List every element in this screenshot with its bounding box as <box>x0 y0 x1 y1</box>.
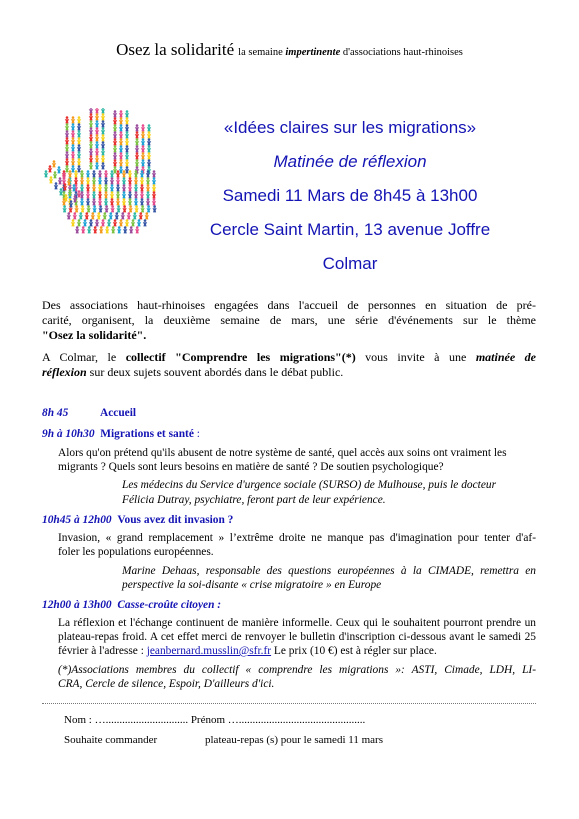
intro-inv-post: sur deux sujets souvent abordés dans le débat public. <box>86 365 344 379</box>
hand-person-mark <box>91 212 95 219</box>
hand-person-mark <box>135 131 139 138</box>
intro-invitation <box>42 350 536 365</box>
hand-person-mark <box>80 177 84 184</box>
hand-person-mark <box>122 184 126 191</box>
hand-person-mark <box>141 145 145 152</box>
hand-person-mark <box>123 226 127 233</box>
hand-person-mark <box>65 144 69 151</box>
hand-person-mark <box>113 152 117 159</box>
slot-2-title: Migrations et santé <box>100 428 194 440</box>
hand-person-mark <box>134 191 138 198</box>
hand-person-mark <box>65 151 69 158</box>
hand-person-mark <box>65 158 69 165</box>
hand-person-mark <box>101 120 105 127</box>
hand-person-mark <box>80 170 84 177</box>
hand-person-mark <box>119 159 123 166</box>
hand-person-mark <box>49 176 53 183</box>
hand-person-mark <box>104 184 108 191</box>
hand-person-mark <box>104 191 108 198</box>
hand-person-mark <box>135 152 139 159</box>
hand-person-mark <box>135 138 139 145</box>
hand-person-mark <box>92 198 96 205</box>
hand-person-mark <box>85 212 89 219</box>
hand-person-mark <box>113 159 117 166</box>
hand-person-mark <box>147 145 151 152</box>
hand-person-mark <box>65 123 69 130</box>
hand-person-mark <box>119 110 123 117</box>
hand-person-mark <box>89 113 93 120</box>
hand-person-mark <box>127 212 131 219</box>
slot-3-time: 10h45 à 12h00 <box>42 514 112 526</box>
hand-person-mark <box>93 226 97 233</box>
hand-person-mark <box>119 152 123 159</box>
hand-person-mark <box>80 198 84 205</box>
hand-person-mark <box>86 184 90 191</box>
tagline-pre: la semaine <box>238 47 286 58</box>
hand-person-mark <box>119 124 123 131</box>
hand-person-mark <box>95 113 99 120</box>
hand-person-mark <box>128 184 132 191</box>
hand-person-mark <box>89 162 93 169</box>
hand-person-mark <box>119 138 123 145</box>
hand-person-mark <box>77 144 81 151</box>
hand-person-mark <box>125 138 129 145</box>
hand-person-mark <box>143 219 147 226</box>
hand-person-mark <box>131 219 135 226</box>
hand-person-mark <box>105 226 109 233</box>
form-order-text: plateau-repas (s) pour le samedi 11 mars <box>205 734 383 746</box>
hand-person-mark <box>110 184 114 191</box>
hand-person-mark <box>54 182 58 189</box>
hand-person-mark <box>119 166 123 173</box>
hand-person-mark <box>116 198 120 205</box>
hand-person-mark <box>71 137 75 144</box>
hand-person-mark <box>125 166 129 173</box>
hand-person-mark <box>110 205 114 212</box>
hand-person-mark <box>134 177 138 184</box>
header-city: Colmar <box>322 254 378 273</box>
hand-person-mark <box>125 117 129 124</box>
hand-person-mark <box>110 198 114 205</box>
hand-person-mark <box>141 152 145 159</box>
intro-inv-emphasis: matinée de <box>475 350 536 364</box>
hand-person-mark <box>74 177 78 184</box>
hand-person-mark <box>101 113 105 120</box>
hand-person-mark <box>101 148 105 155</box>
hand-person-mark <box>95 134 99 141</box>
hand-person-mark <box>116 184 120 191</box>
hand-person-mark <box>147 131 151 138</box>
hand-person-mark <box>95 148 99 155</box>
hand-person-mark <box>65 137 69 144</box>
hand-person-mark <box>113 117 117 124</box>
hand-person-mark <box>125 131 129 138</box>
hand-person-mark <box>101 108 105 113</box>
hand-person-mark <box>101 141 105 148</box>
hand-person-mark <box>107 219 111 226</box>
slot-4-text-1: La réflexion et l'échange continuent de manière informelle. Ceux qui le souhaitent pourront prendre un <box>58 617 536 629</box>
hand-person-mark <box>128 198 132 205</box>
hand-person-mark <box>134 205 138 212</box>
hand-person-mark <box>95 108 99 113</box>
hand-person-mark <box>71 116 75 123</box>
slot-1-title: Accueil <box>100 407 137 419</box>
intro-theme: "Osez la solidarité". <box>42 328 147 342</box>
hand-person-mark <box>110 177 114 184</box>
hand-person-mark <box>101 155 105 162</box>
hand-person-mark <box>52 160 56 167</box>
hand-person-mark <box>152 170 156 177</box>
nom-field[interactable]: ….............................. <box>94 714 189 726</box>
hand-person-mark <box>92 205 96 212</box>
hand-person-mark <box>101 219 105 226</box>
hand-person-mark <box>125 110 129 117</box>
hand-person-mark <box>113 166 117 173</box>
hand-person-mark <box>117 226 121 233</box>
hand-person-mark <box>81 226 85 233</box>
header-subtitle: Matinée de réflexion <box>273 152 427 171</box>
hand-person-mark <box>98 177 102 184</box>
hand-person-mark <box>134 198 138 205</box>
hand-person-mark <box>128 177 132 184</box>
hand-person-mark <box>79 212 83 219</box>
slot-2-colon: : <box>193 428 200 440</box>
hand-person-mark <box>135 226 139 233</box>
footnote-line-1: (*)Associations membres du collectif « comprendre les migrations »: ASTI, Cimade, LDH, LI- <box>58 664 536 676</box>
hand-person-mark <box>71 123 75 130</box>
slot-3-heading <box>42 513 233 528</box>
hand-person-mark <box>92 191 96 198</box>
hand-person-mark <box>122 205 126 212</box>
hand-person-mark <box>125 152 129 159</box>
hand-person-mark <box>97 212 101 219</box>
hand-person-mark <box>110 170 114 177</box>
hand-person-mark <box>129 226 133 233</box>
hand-person-mark <box>115 212 119 219</box>
hand-person-mark <box>87 226 91 233</box>
hand-person-mark <box>89 219 93 226</box>
hand-person-mark <box>146 198 150 205</box>
hand-person-mark <box>67 212 71 219</box>
hand-person-mark <box>98 184 102 191</box>
hand-person-mark <box>57 166 61 173</box>
hand-person-mark <box>140 205 144 212</box>
hand-person-mark <box>111 226 115 233</box>
hand-person-mark <box>147 124 151 131</box>
tagline-post: d'associations haut-rhinoises <box>340 47 463 58</box>
hand-person-mark <box>83 219 87 226</box>
slot-2-text-1: Alors qu'on prétend qu'ils abusent de notre système de santé, quel accès aux soins ont vraiment les <box>58 447 507 459</box>
hand-person-mark <box>74 205 78 212</box>
hand-person-mark <box>101 162 105 169</box>
hand-person-mark <box>77 116 81 123</box>
hand-person-mark <box>58 177 62 184</box>
slot-2-text-2: migrants ? Quels sont leurs besoins en matière de santé ? De soutien psychologique? <box>58 461 444 473</box>
slot-4-text-3 <box>58 644 437 659</box>
hand-person-mark <box>92 184 96 191</box>
hand-person-mark <box>146 205 150 212</box>
header-date: Samedi 11 Mars de 8h45 à 13h00 <box>222 186 478 205</box>
hand-person-mark <box>141 131 145 138</box>
hand-person-mark <box>86 191 90 198</box>
footnote-line-2: CRA, Cercle de silence, Espoir, D'ailleurs d'ici. <box>58 678 275 690</box>
hand-person-mark <box>140 191 144 198</box>
hand-of-people-icon <box>40 108 180 238</box>
hand-person-mark <box>89 155 93 162</box>
form-order-label: Souhaite commander <box>64 734 158 746</box>
hand-person-mark <box>122 198 126 205</box>
hand-person-mark <box>104 205 108 212</box>
hand-person-mark <box>152 205 156 212</box>
hand-person-mark <box>89 148 93 155</box>
slot-2-heading <box>42 427 200 442</box>
hand-person-mark <box>95 219 99 226</box>
hand-person-mark <box>103 212 107 219</box>
slot-4-price: Le prix (10 €) est à régler sur place. <box>271 645 437 657</box>
hand-person-mark <box>141 159 145 166</box>
hand-person-mark <box>147 159 151 166</box>
event-title: Osez la solidarité <box>116 40 235 59</box>
intro-inv-mid: vous invite à une <box>355 350 476 364</box>
hand-person-mark <box>125 124 129 131</box>
hand-person-mark <box>89 120 93 127</box>
hand-person-mark <box>119 145 123 152</box>
hand-person-mark <box>65 165 69 172</box>
hand-person-mark <box>152 184 156 191</box>
hand-person-mark <box>147 138 151 145</box>
slot-3-speakers-2: perspective la soi-disante « crise migratoire » en Europe <box>122 579 382 591</box>
contact-email-link[interactable]: jeanbernard.musslin@sfr.fr <box>146 645 272 657</box>
hand-person-mark <box>86 170 90 177</box>
hand-person-mark <box>95 141 99 148</box>
hand-person-mark <box>125 219 129 226</box>
hand-person-mark <box>101 127 105 134</box>
hand-person-mark <box>113 124 117 131</box>
hand-person-mark <box>98 170 102 177</box>
slot-2-speakers-2: Félicia Dutray, psychiatre, feront part de leur expérience. <box>122 494 386 506</box>
hand-person-mark <box>113 110 117 117</box>
hand-person-mark <box>134 184 138 191</box>
intro-line-1: Des associations haut-rhinoises engagées dans l'accueil de personnes en situation de pré- <box>42 298 536 312</box>
hand-person-mark <box>113 219 117 226</box>
hand-person-mark <box>116 177 120 184</box>
hand-person-mark <box>98 191 102 198</box>
hand-person-mark <box>145 212 149 219</box>
slot-3-speakers-1: Marine Dehaas, responsable des questions européennes à la CIMADE, remettra en <box>122 565 536 577</box>
nom-label: Nom : <box>64 714 95 726</box>
hand-person-mark <box>77 123 81 130</box>
slot-2-speakers-1: Les médecins du Service d'urgence sociale (SURSO) de Mulhouse, puis le docteur <box>122 479 497 491</box>
hand-person-mark <box>73 212 77 219</box>
hand-person-mark <box>71 219 75 226</box>
hand-person-mark <box>133 212 137 219</box>
header-venue: Cercle Saint Martin, 13 avenue Joffre <box>209 220 491 239</box>
slot-3-text-2: foler les populations européennes. <box>58 546 214 558</box>
hand-person-mark <box>44 170 48 177</box>
hand-person-mark <box>152 177 156 184</box>
hand-person-mark <box>68 189 72 196</box>
hand-person-mark <box>65 130 69 137</box>
hand-person-mark <box>92 170 96 177</box>
hand-person-mark <box>80 205 84 212</box>
hand-person-mark <box>68 170 72 177</box>
slot-4-heading <box>42 598 221 613</box>
slot-3-text-1: Invasion, « grand remplacement » l’extrême droite ne manque pas d'imagination pour tenter d'af- <box>58 532 536 544</box>
hand-person-mark <box>62 205 66 212</box>
hand-person-mark <box>119 117 123 124</box>
hand-person-mark <box>135 145 139 152</box>
slot-4-title: Casse-croûte citoyen : <box>117 599 222 611</box>
hand-person-mark <box>146 184 150 191</box>
hand-person-mark <box>116 205 120 212</box>
hand-person-mark <box>48 165 52 172</box>
hand-person-mark <box>89 108 93 113</box>
hand-person-mark <box>101 134 105 141</box>
hand-person-mark <box>77 137 81 144</box>
hand-person-mark <box>95 155 99 162</box>
hand-person-mark <box>146 191 150 198</box>
intro-line-2: carité, organisent, la deuxième semaine de mars, une série d'événements sur le thème <box>42 313 536 327</box>
hand-person-mark <box>98 205 102 212</box>
header-title: «Idées claires sur les migrations» <box>223 118 477 137</box>
hand-person-mark <box>77 219 81 226</box>
hand-person-mark <box>95 162 99 169</box>
hand-person-mark <box>141 124 145 131</box>
hand-person-mark <box>125 145 129 152</box>
hand-person-mark <box>74 170 78 177</box>
hand-person-mark <box>71 151 75 158</box>
hand-person-mark <box>113 138 117 145</box>
form-name-row <box>64 714 365 726</box>
hand-person-mark <box>140 198 144 205</box>
hand-person-mark <box>141 138 145 145</box>
hand-person-mark <box>92 177 96 184</box>
hand-person-mark <box>89 134 93 141</box>
hand-logo-svg <box>40 108 180 238</box>
hand-person-mark <box>86 198 90 205</box>
hand-person-mark <box>86 177 90 184</box>
top-banner <box>0 40 579 60</box>
cut-line-divider <box>42 703 536 704</box>
hand-person-mark <box>104 170 108 177</box>
hand-person-mark <box>53 171 57 178</box>
hand-person-mark <box>113 145 117 152</box>
hand-person-mark <box>152 198 156 205</box>
hand-person-mark <box>152 191 156 198</box>
prenom-field[interactable]: ….............................................. <box>227 714 366 726</box>
collective-name: collectif "Comprendre les migrations"(*) <box>125 350 356 364</box>
hand-person-mark <box>119 131 123 138</box>
hand-person-mark <box>86 205 90 212</box>
hand-person-mark <box>89 127 93 134</box>
hand-person-mark <box>71 165 75 172</box>
intro-invitation-line-2 <box>42 365 536 380</box>
hand-person-mark <box>147 152 151 159</box>
hand-person-mark <box>104 177 108 184</box>
hand-person-mark <box>139 212 143 219</box>
hand-person-mark <box>121 212 125 219</box>
slot-4-time: 12h00 à 13h00 <box>42 599 112 611</box>
tagline-emphasis: impertinente <box>285 47 341 58</box>
hand-person-mark <box>113 131 117 138</box>
hand-person-mark <box>116 191 120 198</box>
hand-person-mark <box>104 198 108 205</box>
hand-person-mark <box>122 177 126 184</box>
slot-4-text-2: plateau-repas froid. A cet effet merci de renvoyer le bulletin d'inscription ci-dessous avant le samedi 25 <box>58 631 536 643</box>
hand-person-mark <box>122 191 126 198</box>
slot-3-title: Vous avez dit invasion ? <box>117 514 234 526</box>
hand-person-mark <box>95 127 99 134</box>
hand-person-mark <box>89 141 93 148</box>
hand-person-mark <box>140 177 144 184</box>
hand-person-mark <box>71 144 75 151</box>
slot-4-address-label: février à l'adresse : <box>58 645 147 657</box>
slot-2-time: 9h à 10h30 <box>42 428 95 440</box>
hand-person-mark <box>116 170 120 177</box>
slot-1-time: 8h 45 <box>42 407 69 419</box>
hand-person-mark <box>135 124 139 131</box>
hand-person-mark <box>71 130 75 137</box>
hand-person-mark <box>110 191 114 198</box>
hand-person-mark <box>75 226 79 233</box>
hand-person-mark <box>71 158 75 165</box>
hand-person-mark <box>98 198 102 205</box>
hand-person-mark <box>119 219 123 226</box>
intro-inv-em2: réflexion <box>42 365 87 379</box>
hand-person-mark <box>109 212 113 219</box>
hand-person-mark <box>128 205 132 212</box>
hand-person-mark <box>77 165 81 172</box>
hand-person-mark <box>99 226 103 233</box>
intro-inv-pre: A Colmar, le <box>42 350 126 364</box>
hand-person-mark <box>77 158 81 165</box>
hand-person-mark <box>122 170 126 177</box>
hand-person-mark <box>65 116 69 123</box>
prenom-label: Prénom <box>188 714 228 726</box>
hand-person-mark <box>95 120 99 127</box>
hand-person-mark <box>135 159 139 166</box>
hand-person-mark <box>77 151 81 158</box>
hand-person-mark <box>146 177 150 184</box>
hand-person-mark <box>125 159 129 166</box>
hand-person-mark <box>140 184 144 191</box>
hand-person-mark <box>80 184 84 191</box>
hand-person-mark <box>128 170 132 177</box>
hand-person-mark <box>77 130 81 137</box>
hand-person-mark <box>137 219 141 226</box>
hand-person-mark <box>128 191 132 198</box>
